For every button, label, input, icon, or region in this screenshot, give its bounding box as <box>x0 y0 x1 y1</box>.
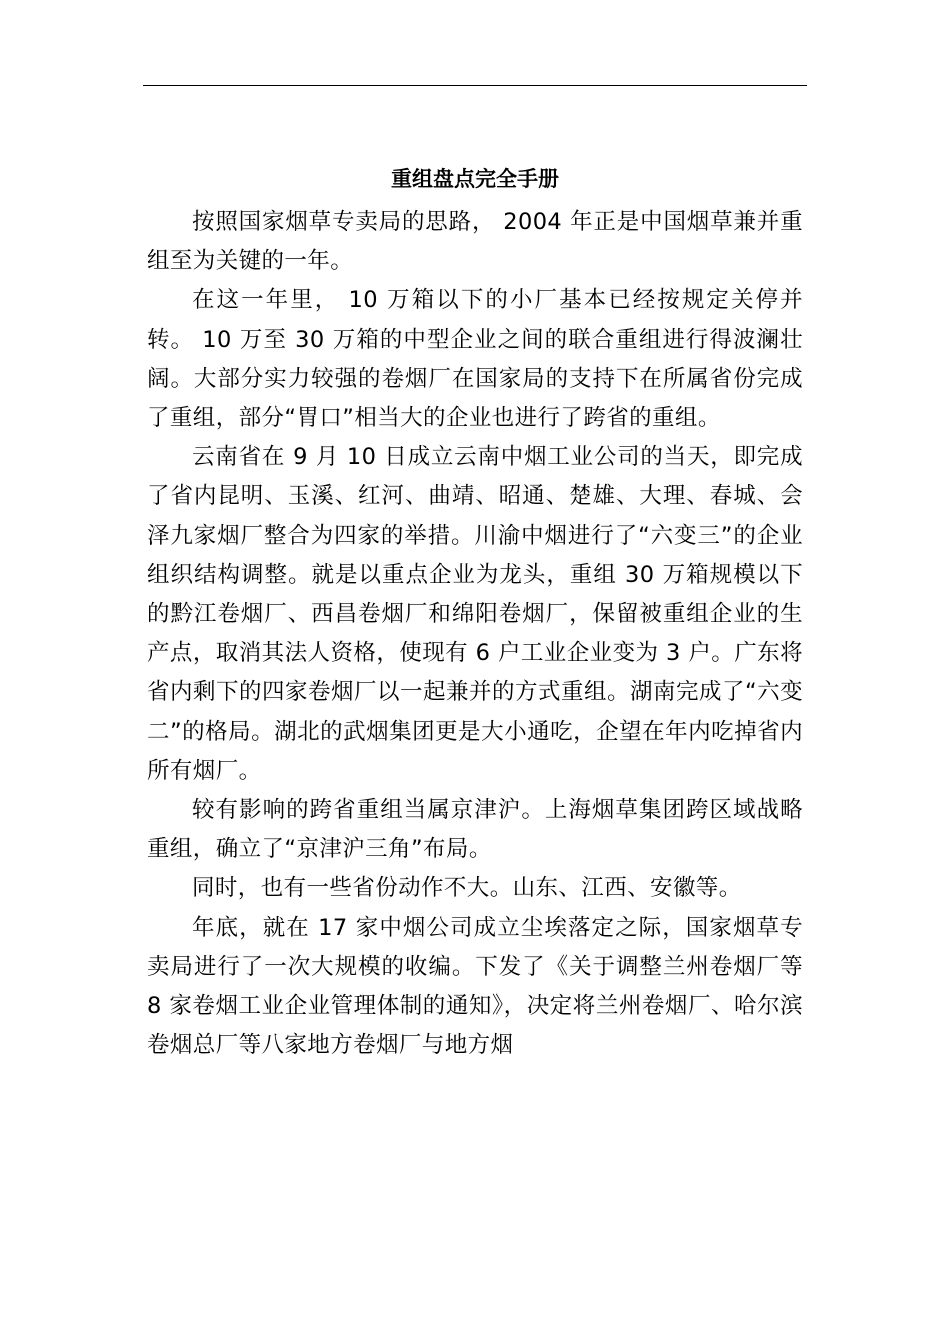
document-title: 重组盘点完全手册 <box>391 167 559 191</box>
paragraph-cross-province: 较有影响的跨省重组当属京津沪。上海烟草集团跨区域战略重组，确立了“京津沪三角”布局。 <box>147 797 803 863</box>
header-rule <box>143 85 807 86</box>
paragraph-year-end: 年底，就在 17 家中烟公司成立尘埃落定之际，国家烟草专卖局进行了一次大规模的收编。下发了《关于调整兰州卷烟厂等 8 家卷烟工业企业管理体制的通知》，决定将兰州卷烟厂、哈尔滨卷烟总厂等八家地方卷烟厂与地方烟 <box>147 914 803 1059</box>
document-body <box>147 203 803 1065</box>
paragraph-intro: 按照国家烟草专卖局的思路， 2004 年正是中国烟草兼并重组至为关键的一年。 <box>147 209 803 275</box>
paragraph-small-factories: 在这一年里， 10 万箱以下的小厂基本已经按规定关停并转。 10 万至 30 万箱的中型企业之间的联合重组进行得波澜壮阔。大部分实力较强的卷烟厂在国家局的支持下在所属省份完成了重组，部分“胃口”相当大的企业也进行了跨省的重组。 <box>147 287 803 432</box>
paragraph-minor-provinces: 同时，也有一些省份动作不大。山东、江西、安徽等。 <box>192 875 742 902</box>
paragraph-provincial-restructuring: 云南省在 9 月 10 日成立云南中烟工业公司的当天，即完成了省内昆明、玉溪、红河、曲靖、昭通、楚雄、大理、春城、会泽九家烟厂整合为四家的举措。川渝中烟进行了“六变三”的企业组织结构调整。就是以重点企业为龙头，重组 30 万箱规模以下的黔江卷烟厂、西昌卷烟厂和绵阳卷烟厂，保留被重组企业的生产点，取消其法人资格，使现有 6 户工业企业变为 3 户。广东将省内剩下的四家卷烟厂以一起兼并的方式重组。湖南完成了“六变二”的格局。湖北的武烟集团更是大小通吃，企望在年内吃掉省内所有烟厂。 <box>147 444 803 784</box>
